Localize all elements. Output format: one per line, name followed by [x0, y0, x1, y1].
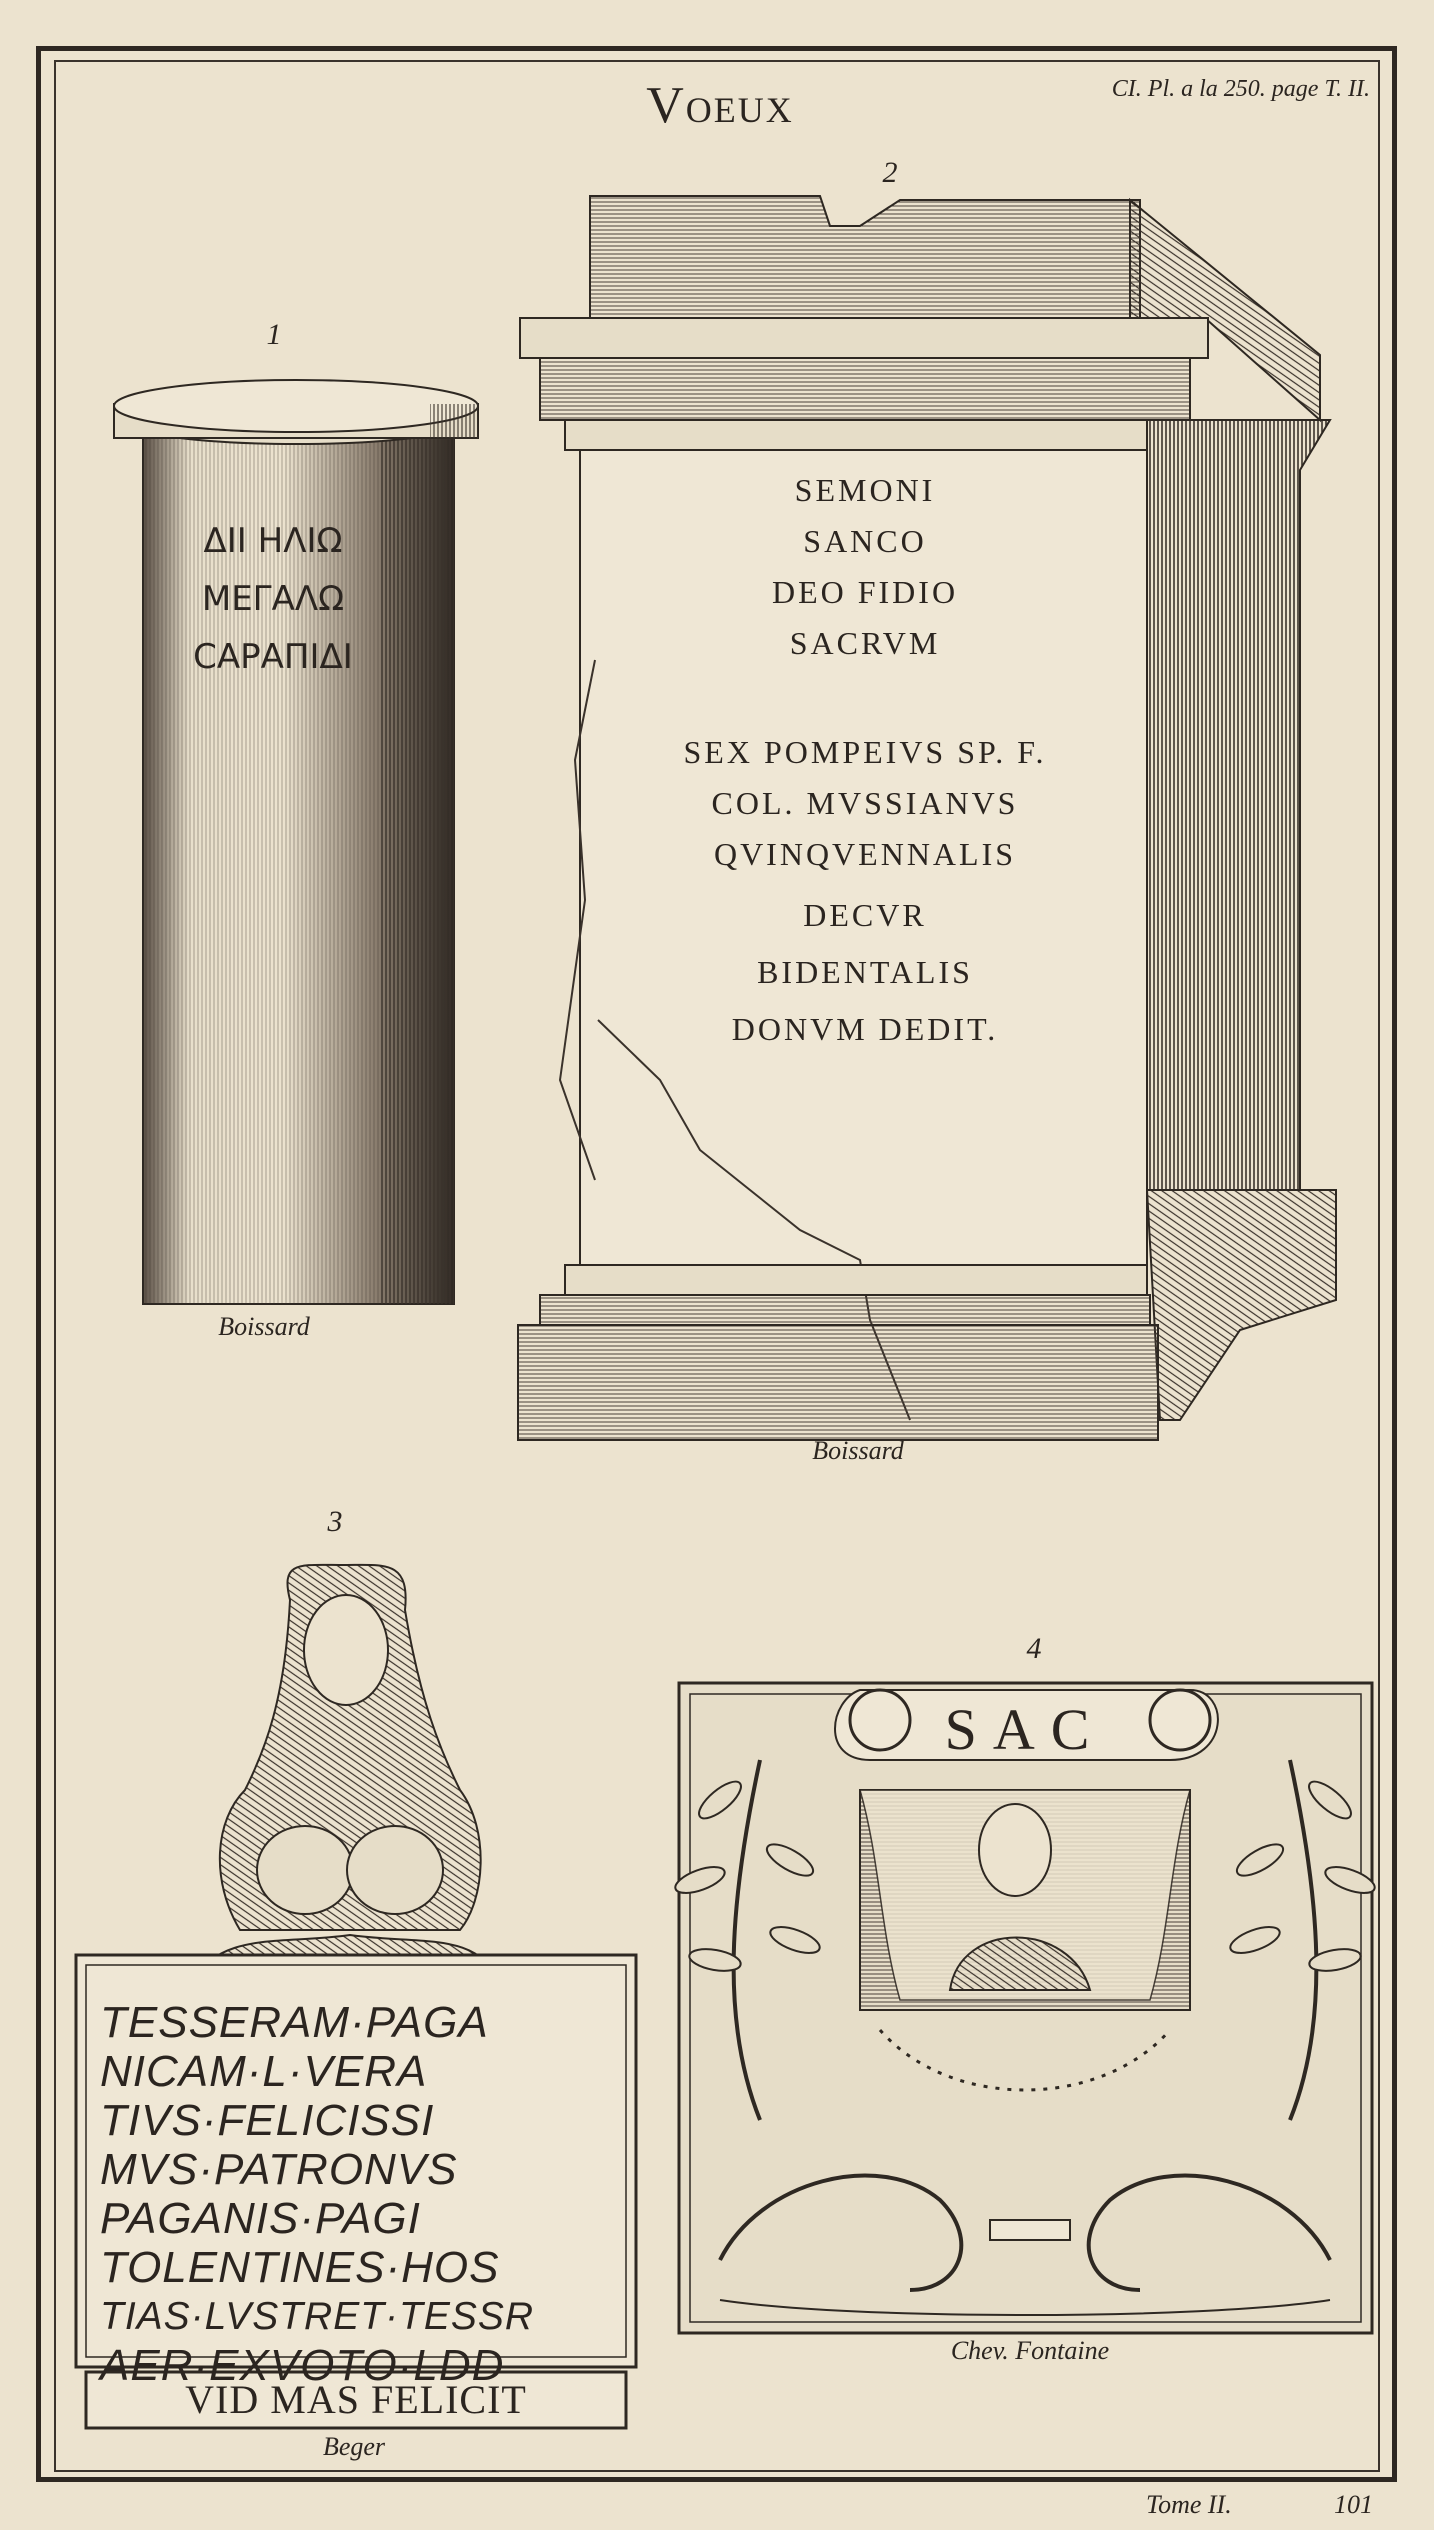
volume-label: Tome II. — [1146, 2490, 1232, 2519]
tessera-inscription-line: TIVS·FELICISSI — [100, 2096, 435, 2145]
figure-2-number: 2 — [882, 156, 898, 189]
figure-4-credit: Chev. Fontaine — [950, 2336, 1110, 2365]
altar-inscription-line: COL. MVSSIANVS — [711, 785, 1019, 821]
figure-3-number: 3 — [327, 1505, 343, 1538]
tessera-inscription-line: NICAM·L·VERA — [100, 2047, 428, 2096]
page-number: 101 — [1334, 2490, 1373, 2519]
column-inscription-line: CΑΡΑΠΙΔΙ — [193, 637, 353, 677]
column-inscription-line: ΜΕΓΑΛΩ — [201, 579, 345, 619]
tessera-inscription-line: TESSERAM·PAGA — [100, 1998, 489, 2047]
altar-inscription-line: BIDENTALIS — [757, 954, 973, 990]
ornamental-panel-figure — [672, 1683, 1378, 2333]
figure-4-number: 4 — [1026, 1632, 1042, 1665]
tessera-inscription-line: TOLENTINES·HOS — [100, 2243, 500, 2292]
tessera-base-text: VID MAS FELICIT — [185, 2377, 527, 2422]
figure-3-credit: Beger — [322, 2432, 386, 2461]
altar-inscription-line: QVINQVENNALIS — [713, 836, 1017, 872]
altar-inscription-line: SEMONI — [794, 472, 936, 508]
column-inscription — [163, 512, 383, 686]
figure-1-number: 1 — [266, 318, 282, 351]
tessera-inscription-line: TIAS·LVSTRET·TESSR — [100, 2295, 535, 2338]
altar-inscription-line: SACRVM — [789, 625, 941, 661]
tessera-inscription — [100, 1998, 620, 2390]
altar-inscription-line: DECVR — [803, 897, 927, 933]
altar-inscription-line: SANCO — [803, 523, 927, 559]
tessera-inscription-line: PAGANIS·PAGI — [100, 2194, 421, 2243]
tessera-inscription-line: AER·EXVOTO·LDD — [100, 2341, 505, 2390]
altar-inscription-line: SEX POMPEIVS SP. F. — [683, 734, 1047, 770]
plate-reference: CI. Pl. a la 250. page T. II. — [1111, 76, 1370, 102]
altar-inscription-line: DEO FIDIO — [771, 574, 959, 610]
altar-inscription-line: DONVM DEDIT. — [731, 1011, 999, 1047]
altar-inscription — [610, 472, 1120, 1048]
plate-title: Voeux — [646, 77, 794, 134]
tessera-inscription-line: MVS·PATRONVS — [100, 2145, 458, 2194]
figure-1-credit: Boissard — [218, 1312, 310, 1341]
column-inscription-line: ΔΙΙ ΗΛΙΩ — [203, 521, 343, 561]
figure-2-credit: Boissard — [812, 1436, 904, 1465]
panel-label: SAC — [944, 1697, 1106, 1762]
